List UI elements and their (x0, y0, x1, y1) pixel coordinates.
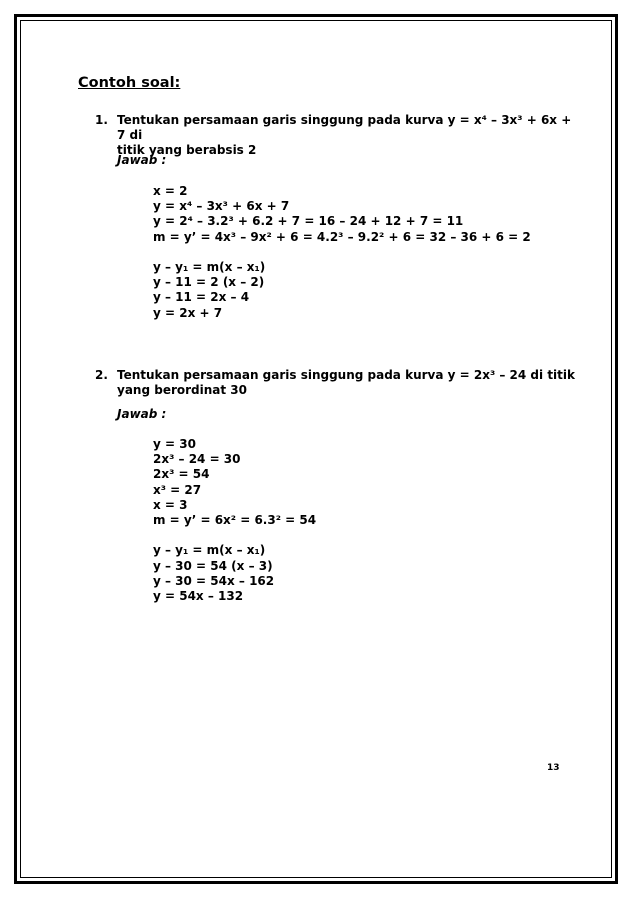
answer-label: Jawab : (117, 407, 167, 421)
answer-label: Jawab : (117, 153, 167, 167)
solution-line: y – 30 = 54x – 162 (153, 573, 275, 588)
solution-line: m = y’ = 4x³ – 9x² + 6 = 4.2³ – 9.2² + 6 = 32 – 36 + 6 = 2 (153, 229, 531, 244)
solution-line: y = 2⁴ – 3.2³ + 6.2 + 7 = 16 – 24 + 12 + 7 = 11 (153, 214, 464, 229)
problem-text-line: titik yang berabsis 2 (117, 143, 257, 157)
section-heading: Contoh soal: (78, 75, 181, 91)
problem-text-line: Tentukan persamaan garis singgung pada kurva y = 2x³ – 24 di titik (117, 368, 575, 382)
problem-number: 2. (95, 368, 108, 382)
solution-gap (153, 245, 531, 260)
solution-line: y – 11 = 2 (x – 2) (153, 275, 265, 290)
problem-text-line: yang berordinat 30 (117, 383, 247, 397)
solution-gap (153, 528, 316, 543)
solution-line: 2x³ – 24 = 30 (153, 452, 241, 467)
solution-line: x³ = 27 (153, 482, 202, 497)
problem-text (117, 368, 577, 398)
solution-line: m = y’ = 6x² = 6.3² = 54 (153, 512, 317, 527)
problem-text-line: Tentukan persamaan garis singgung pada kurva y = x⁴ – 3x³ + 6x + 7 di (117, 113, 572, 142)
solution-line: y = x⁴ – 3x³ + 6x + 7 (153, 199, 290, 214)
solution-line: x = 3 (153, 497, 188, 512)
solution-lines-1 (153, 184, 531, 321)
solution-line: y – y₁ = m(x – x₁) (153, 259, 266, 274)
solution-lines-2 (153, 437, 316, 604)
problem-text (117, 113, 577, 158)
page-number: 13 (547, 763, 560, 773)
solution-line: y – 11 = 2x – 4 (153, 290, 250, 305)
solution-line: y – 30 = 54 (x – 3) (153, 558, 273, 573)
solution-line: 2x³ = 54 (153, 467, 210, 482)
solution-line: y = 2x + 7 (153, 305, 223, 320)
solution-line: y = 30 (153, 437, 196, 451)
solution-line: y – y₁ = m(x – x₁) (153, 543, 266, 558)
solution-line: x = 2 (153, 184, 188, 198)
problem-number: 1. (95, 113, 108, 127)
solution-line: y = 54x – 132 (153, 588, 244, 603)
